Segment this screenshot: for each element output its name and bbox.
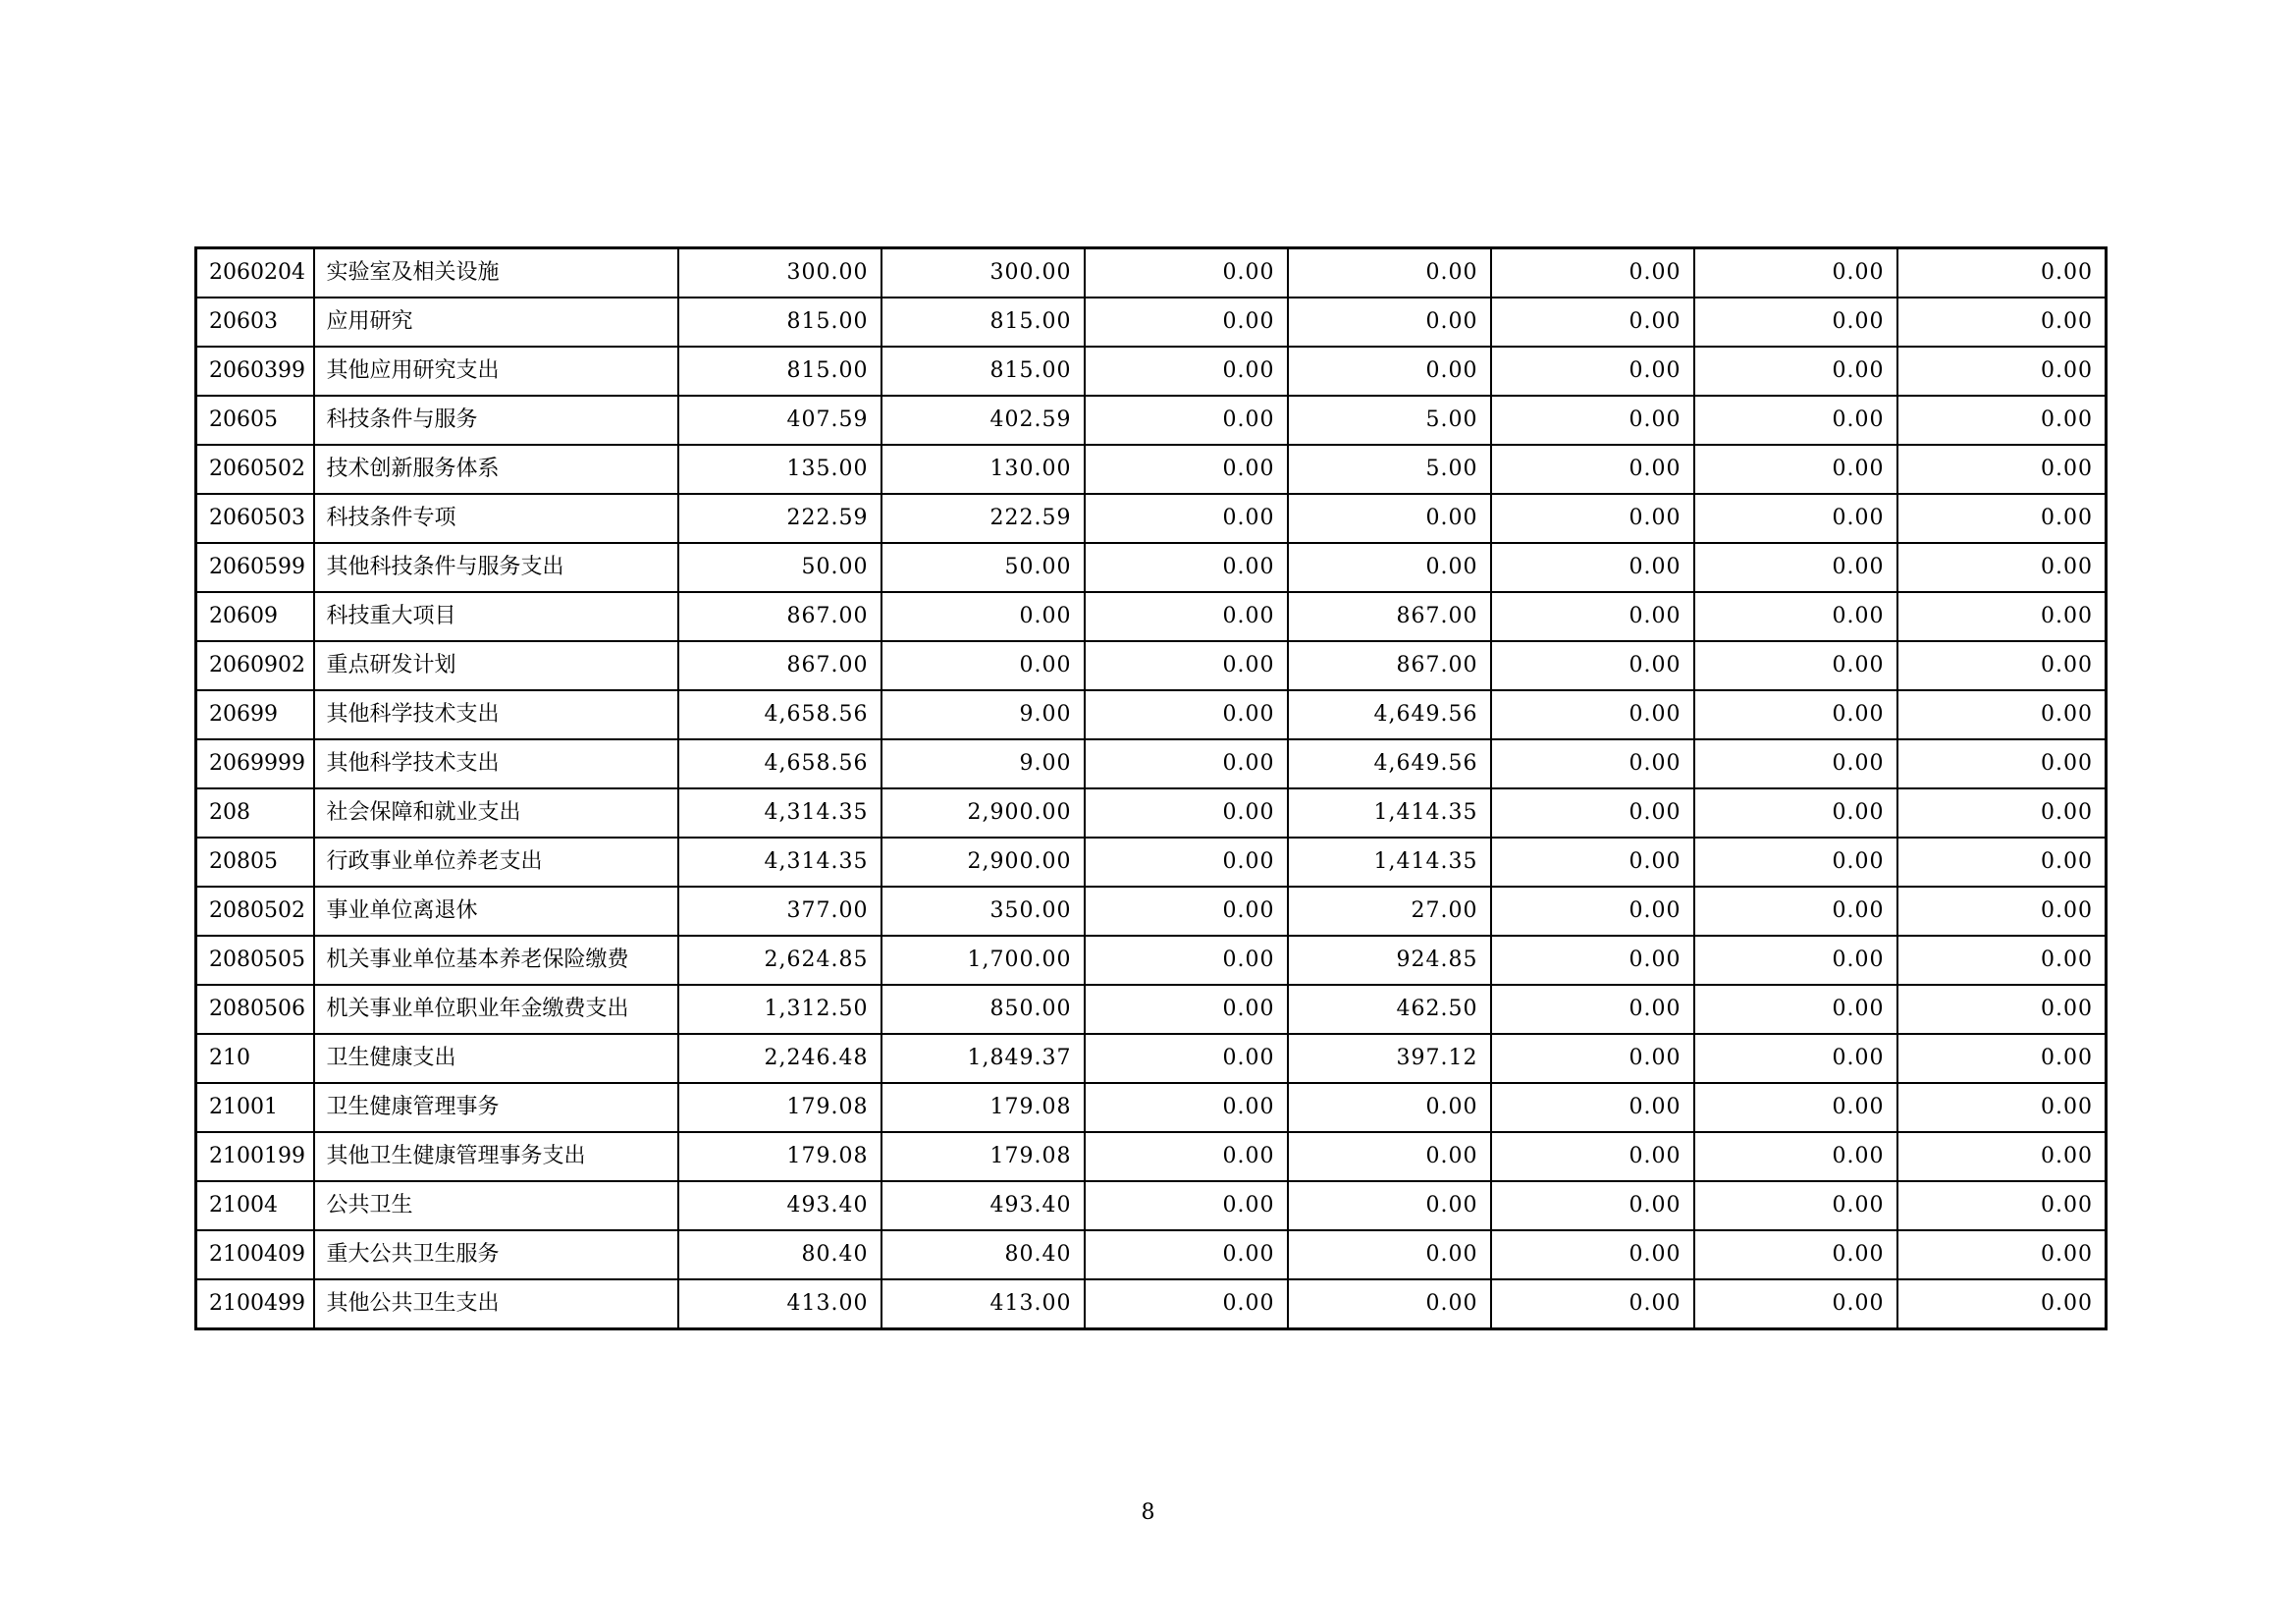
table-row: [196, 936, 2107, 985]
amount-cell: 0.00: [1897, 1181, 2107, 1230]
amount-cell: 80.40: [678, 1230, 881, 1279]
amount-cell: 0.00: [1897, 298, 2107, 347]
amount-cell: 0.00: [1288, 347, 1491, 396]
table-row: [196, 690, 2107, 739]
subject-code-cell: 2100409: [196, 1230, 314, 1279]
amount-cell: 407.59: [678, 396, 881, 445]
amount-cell: 0.00: [1085, 494, 1288, 543]
table-row: [196, 445, 2107, 494]
amount-cell: 0.00: [1694, 1132, 1897, 1181]
amount-cell: 493.40: [881, 1181, 1085, 1230]
amount-cell: 0.00: [1288, 1132, 1491, 1181]
amount-cell: 1,414.35: [1288, 788, 1491, 838]
amount-cell: 300.00: [678, 248, 881, 298]
subject-name-cell: 其他科技条件与服务支出: [314, 543, 678, 592]
amount-cell: 135.00: [678, 445, 881, 494]
amount-cell: 0.00: [1288, 543, 1491, 592]
amount-cell: 0.00: [1085, 641, 1288, 690]
amount-cell: 924.85: [1288, 936, 1491, 985]
amount-cell: 0.00: [1694, 690, 1897, 739]
subject-code-cell: 20699: [196, 690, 314, 739]
amount-cell: 850.00: [881, 985, 1085, 1034]
budget-expenditure-table: [194, 246, 2108, 1330]
amount-cell: 0.00: [1694, 1230, 1897, 1279]
amount-cell: 0.00: [1491, 1132, 1694, 1181]
amount-cell: 0.00: [1085, 985, 1288, 1034]
subject-code-cell: 20805: [196, 838, 314, 887]
amount-cell: 222.59: [678, 494, 881, 543]
amount-cell: 0.00: [1694, 592, 1897, 641]
amount-cell: 4,649.56: [1288, 739, 1491, 788]
amount-cell: 0.00: [1694, 1083, 1897, 1132]
amount-cell: 4,314.35: [678, 838, 881, 887]
amount-cell: 0.00: [1491, 1230, 1694, 1279]
amount-cell: 867.00: [1288, 641, 1491, 690]
subject-code-cell: 21001: [196, 1083, 314, 1132]
amount-cell: 0.00: [1694, 887, 1897, 936]
amount-cell: 27.00: [1288, 887, 1491, 936]
amount-cell: 815.00: [881, 298, 1085, 347]
amount-cell: 0.00: [1491, 739, 1694, 788]
subject-code-cell: 208: [196, 788, 314, 838]
amount-cell: 1,700.00: [881, 936, 1085, 985]
amount-cell: 179.08: [678, 1132, 881, 1181]
amount-cell: 0.00: [1085, 347, 1288, 396]
amount-cell: 0.00: [1491, 641, 1694, 690]
table-row: [196, 887, 2107, 936]
amount-cell: 815.00: [678, 347, 881, 396]
subject-code-cell: 2060204: [196, 248, 314, 298]
amount-cell: 5.00: [1288, 396, 1491, 445]
amount-cell: 867.00: [678, 592, 881, 641]
subject-name-cell: 其他科学技术支出: [314, 739, 678, 788]
amount-cell: 4,649.56: [1288, 690, 1491, 739]
amount-cell: 130.00: [881, 445, 1085, 494]
amount-cell: 0.00: [1491, 887, 1694, 936]
amount-cell: 0.00: [1085, 248, 1288, 298]
amount-cell: 1,414.35: [1288, 838, 1491, 887]
amount-cell: 179.08: [881, 1083, 1085, 1132]
amount-cell: 0.00: [1897, 445, 2107, 494]
amount-cell: 0.00: [1897, 396, 2107, 445]
amount-cell: 80.40: [881, 1230, 1085, 1279]
amount-cell: 0.00: [1491, 985, 1694, 1034]
subject-name-cell: 机关事业单位职业年金缴费支出: [314, 985, 678, 1034]
amount-cell: 0.00: [1694, 788, 1897, 838]
table-row: [196, 838, 2107, 887]
amount-cell: 0.00: [1085, 788, 1288, 838]
subject-code-cell: 210: [196, 1034, 314, 1083]
amount-cell: 0.00: [1085, 445, 1288, 494]
amount-cell: 0.00: [1694, 641, 1897, 690]
subject-name-cell: 其他公共卫生支出: [314, 1279, 678, 1329]
amount-cell: 50.00: [881, 543, 1085, 592]
amount-cell: 0.00: [1085, 298, 1288, 347]
table-row: [196, 739, 2107, 788]
amount-cell: 0.00: [1288, 1230, 1491, 1279]
amount-cell: 50.00: [678, 543, 881, 592]
subject-name-cell: 实验室及相关设施: [314, 248, 678, 298]
amount-cell: 0.00: [1491, 936, 1694, 985]
amount-cell: 2,900.00: [881, 838, 1085, 887]
amount-cell: 0.00: [1694, 1181, 1897, 1230]
amount-cell: 0.00: [1491, 494, 1694, 543]
amount-cell: 300.00: [881, 248, 1085, 298]
table-row: [196, 248, 2107, 298]
amount-cell: 0.00: [1897, 1083, 2107, 1132]
amount-cell: 815.00: [881, 347, 1085, 396]
amount-cell: 0.00: [1897, 1279, 2107, 1329]
amount-cell: 397.12: [1288, 1034, 1491, 1083]
table-row: [196, 1132, 2107, 1181]
subject-name-cell: 技术创新服务体系: [314, 445, 678, 494]
amount-cell: 0.00: [1897, 1230, 2107, 1279]
table-row: [196, 494, 2107, 543]
subject-name-cell: 其他科学技术支出: [314, 690, 678, 739]
subject-name-cell: 重点研发计划: [314, 641, 678, 690]
subject-name-cell: 科技条件与服务: [314, 396, 678, 445]
amount-cell: 0.00: [1897, 494, 2107, 543]
table-row: [196, 641, 2107, 690]
amount-cell: 0.00: [881, 641, 1085, 690]
amount-cell: 0.00: [1694, 298, 1897, 347]
subject-code-cell: 20605: [196, 396, 314, 445]
table-row: [196, 1181, 2107, 1230]
amount-cell: 867.00: [678, 641, 881, 690]
amount-cell: 2,900.00: [881, 788, 1085, 838]
amount-cell: 0.00: [1694, 248, 1897, 298]
amount-cell: 5.00: [1288, 445, 1491, 494]
amount-cell: 0.00: [1491, 1181, 1694, 1230]
amount-cell: 0.00: [1288, 1083, 1491, 1132]
amount-cell: 350.00: [881, 887, 1085, 936]
amount-cell: 0.00: [1897, 1132, 2107, 1181]
amount-cell: 0.00: [1694, 494, 1897, 543]
amount-cell: 0.00: [1491, 445, 1694, 494]
table-row: [196, 592, 2107, 641]
subject-name-cell: 公共卫生: [314, 1181, 678, 1230]
amount-cell: 0.00: [1491, 543, 1694, 592]
page-number: 8: [1141, 1500, 1155, 1525]
subject-code-cell: 2060599: [196, 543, 314, 592]
amount-cell: 0.00: [1085, 887, 1288, 936]
amount-cell: 0.00: [1694, 543, 1897, 592]
amount-cell: 0.00: [1897, 936, 2107, 985]
amount-cell: 9.00: [881, 690, 1085, 739]
amount-cell: 0.00: [1288, 248, 1491, 298]
amount-cell: 0.00: [1491, 347, 1694, 396]
amount-cell: 0.00: [881, 592, 1085, 641]
amount-cell: 0.00: [1897, 887, 2107, 936]
amount-cell: 0.00: [1897, 690, 2107, 739]
amount-cell: 402.59: [881, 396, 1085, 445]
table-row: [196, 1083, 2107, 1132]
table-row: [196, 1279, 2107, 1329]
subject-name-cell: 科技条件专项: [314, 494, 678, 543]
subject-name-cell: 社会保障和就业支出: [314, 788, 678, 838]
amount-cell: 0.00: [1491, 838, 1694, 887]
amount-cell: 0.00: [1897, 592, 2107, 641]
table-row: [196, 396, 2107, 445]
amount-cell: 0.00: [1897, 739, 2107, 788]
subject-name-cell: 其他应用研究支出: [314, 347, 678, 396]
subject-name-cell: 卫生健康支出: [314, 1034, 678, 1083]
amount-cell: 0.00: [1897, 985, 2107, 1034]
amount-cell: 0.00: [1085, 592, 1288, 641]
table-row: [196, 347, 2107, 396]
amount-cell: 0.00: [1085, 838, 1288, 887]
amount-cell: 0.00: [1085, 543, 1288, 592]
amount-cell: 0.00: [1694, 396, 1897, 445]
amount-cell: 462.50: [1288, 985, 1491, 1034]
subject-code-cell: 2080506: [196, 985, 314, 1034]
amount-cell: 0.00: [1288, 494, 1491, 543]
subject-code-cell: 2060503: [196, 494, 314, 543]
amount-cell: 179.08: [881, 1132, 1085, 1181]
amount-cell: 0.00: [1491, 592, 1694, 641]
amount-cell: 0.00: [1085, 936, 1288, 985]
subject-code-cell: 2060902: [196, 641, 314, 690]
amount-cell: 0.00: [1694, 936, 1897, 985]
amount-cell: 0.00: [1491, 1279, 1694, 1329]
amount-cell: 0.00: [1085, 1132, 1288, 1181]
amount-cell: 0.00: [1897, 838, 2107, 887]
subject-name-cell: 行政事业单位养老支出: [314, 838, 678, 887]
amount-cell: 0.00: [1897, 641, 2107, 690]
subject-code-cell: 2100199: [196, 1132, 314, 1181]
amount-cell: 1,312.50: [678, 985, 881, 1034]
amount-cell: 0.00: [1694, 1034, 1897, 1083]
subject-code-cell: 2060399: [196, 347, 314, 396]
amount-cell: 0.00: [1897, 788, 2107, 838]
subject-code-cell: 20603: [196, 298, 314, 347]
amount-cell: 0.00: [1085, 690, 1288, 739]
subject-code-cell: 2080502: [196, 887, 314, 936]
amount-cell: 493.40: [678, 1181, 881, 1230]
amount-cell: 0.00: [1085, 1279, 1288, 1329]
amount-cell: 0.00: [1897, 347, 2107, 396]
subject-name-cell: 科技重大项目: [314, 592, 678, 641]
amount-cell: 0.00: [1897, 248, 2107, 298]
amount-cell: 2,624.85: [678, 936, 881, 985]
amount-cell: 0.00: [1491, 1034, 1694, 1083]
amount-cell: 0.00: [1897, 1034, 2107, 1083]
amount-cell: 0.00: [1694, 739, 1897, 788]
amount-cell: 4,658.56: [678, 690, 881, 739]
subject-name-cell: 重大公共卫生服务: [314, 1230, 678, 1279]
amount-cell: 4,314.35: [678, 788, 881, 838]
amount-cell: 0.00: [1085, 739, 1288, 788]
table-row: [196, 298, 2107, 347]
subject-code-cell: 21004: [196, 1181, 314, 1230]
amount-cell: 0.00: [1085, 1034, 1288, 1083]
amount-cell: 0.00: [1694, 838, 1897, 887]
amount-cell: 0.00: [1694, 1279, 1897, 1329]
table-row: [196, 543, 2107, 592]
amount-cell: 0.00: [1491, 788, 1694, 838]
amount-cell: 4,658.56: [678, 739, 881, 788]
amount-cell: 0.00: [1694, 347, 1897, 396]
table-row: [196, 1034, 2107, 1083]
subject-name-cell: 事业单位离退休: [314, 887, 678, 936]
table-row: [196, 985, 2107, 1034]
subject-name-cell: 机关事业单位基本养老保险缴费: [314, 936, 678, 985]
amount-cell: 867.00: [1288, 592, 1491, 641]
amount-cell: 377.00: [678, 887, 881, 936]
amount-cell: 0.00: [1085, 1181, 1288, 1230]
amount-cell: 815.00: [678, 298, 881, 347]
amount-cell: 9.00: [881, 739, 1085, 788]
amount-cell: 0.00: [1288, 298, 1491, 347]
subject-name-cell: 卫生健康管理事务: [314, 1083, 678, 1132]
amount-cell: 0.00: [1491, 248, 1694, 298]
table-body: [196, 248, 2107, 1329]
amount-cell: 0.00: [1491, 396, 1694, 445]
amount-cell: 1,849.37: [881, 1034, 1085, 1083]
subject-name-cell: 其他卫生健康管理事务支出: [314, 1132, 678, 1181]
subject-code-cell: 20609: [196, 592, 314, 641]
amount-cell: 0.00: [1288, 1181, 1491, 1230]
amount-cell: 0.00: [1491, 1083, 1694, 1132]
amount-cell: 0.00: [1085, 1083, 1288, 1132]
subject-name-cell: 应用研究: [314, 298, 678, 347]
amount-cell: 222.59: [881, 494, 1085, 543]
amount-cell: 0.00: [1897, 543, 2107, 592]
subject-code-cell: 2100499: [196, 1279, 314, 1329]
amount-cell: 2,246.48: [678, 1034, 881, 1083]
table-row: [196, 1230, 2107, 1279]
amount-cell: 0.00: [1085, 1230, 1288, 1279]
amount-cell: 0.00: [1694, 445, 1897, 494]
subject-code-cell: 2060502: [196, 445, 314, 494]
amount-cell: 0.00: [1288, 1279, 1491, 1329]
amount-cell: 0.00: [1085, 396, 1288, 445]
amount-cell: 0.00: [1491, 298, 1694, 347]
table-row: [196, 788, 2107, 838]
amount-cell: 0.00: [1694, 985, 1897, 1034]
amount-cell: 413.00: [678, 1279, 881, 1329]
amount-cell: 413.00: [881, 1279, 1085, 1329]
subject-code-cell: 2080505: [196, 936, 314, 985]
amount-cell: 179.08: [678, 1083, 881, 1132]
amount-cell: 0.00: [1491, 690, 1694, 739]
subject-code-cell: 2069999: [196, 739, 314, 788]
